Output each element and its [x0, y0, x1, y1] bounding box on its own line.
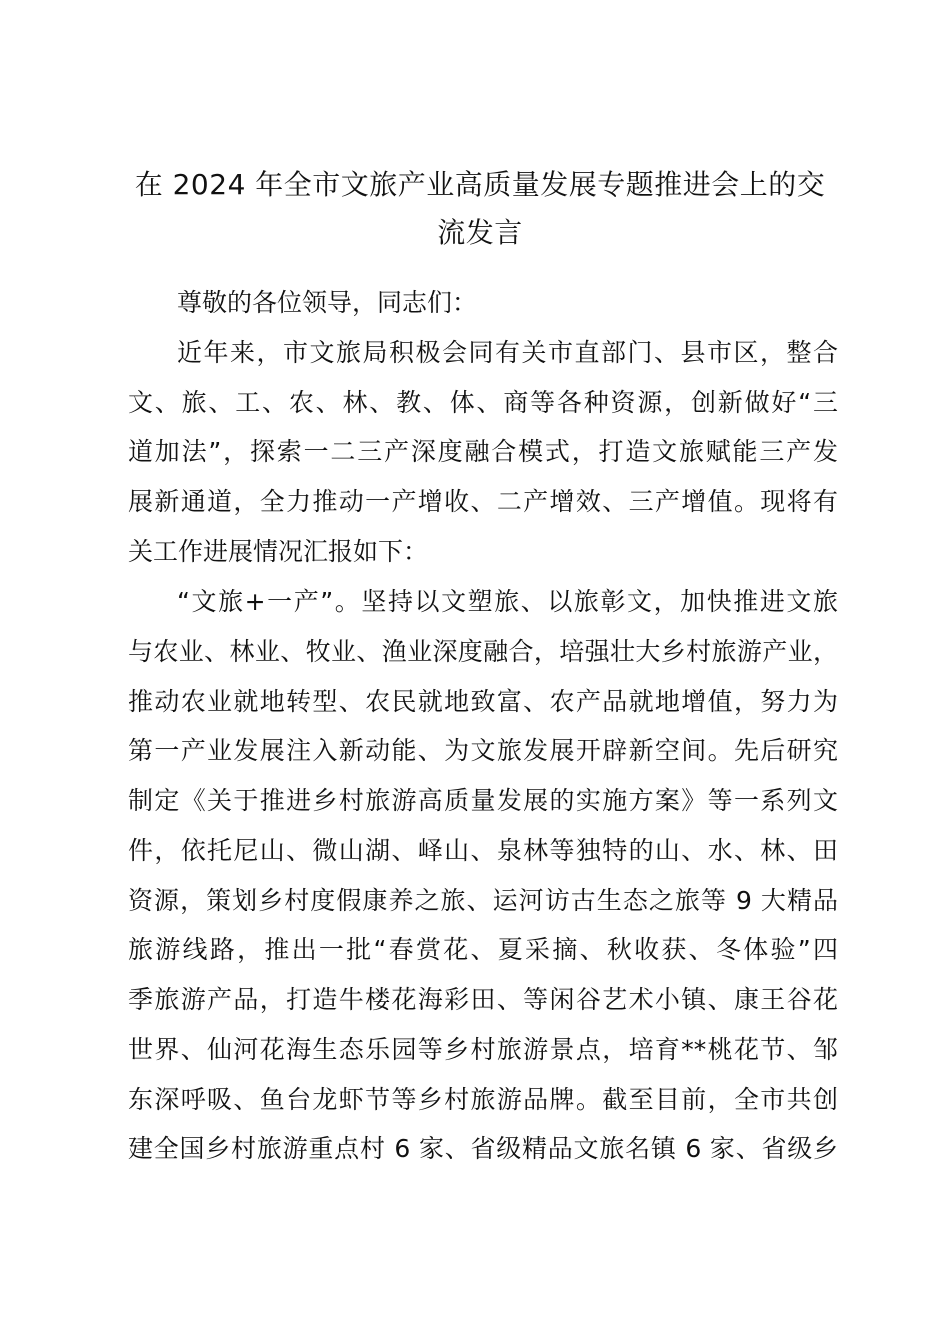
body-line: 旅游线路，推出一批“春赏花、夏采摘、秋收获、冬体验”四	[128, 935, 838, 964]
body-line: “文旅+一产”。坚持以文塑旅、以旅彰文，加快推进文旅	[177, 587, 838, 616]
title-line-1: 在 2024 年全市文旅产业高质量发展专题推进会上的交	[134, 168, 826, 201]
body-line: 建全国乡村旅游重点村 6 家、省级精品文旅名镇 6 家、省级乡	[128, 1134, 838, 1163]
body-line: 近年来，市文旅局积极会同有关市直部门、县市区，整合	[177, 338, 838, 367]
salutation: 尊敬的各位领导，同志们：	[177, 288, 478, 317]
body-line: 关工作进展情况汇报如下：	[128, 537, 429, 566]
body-line: 推动农业就地转型、农民就地致富、农产品就地增值，努力为	[128, 687, 838, 716]
title-line-2: 流发言	[437, 216, 523, 249]
body-line: 道加法”，探索一二三产深度融合模式，打造文旅赋能三产发	[128, 437, 838, 466]
body-line: 文、旅、工、农、林、教、体、商等各种资源，创新做好“三	[128, 388, 838, 417]
body-line: 季旅游产品，打造牛楼花海彩田、等闲谷艺术小镇、康王谷花	[128, 985, 838, 1014]
body-line: 与农业、林业、牧业、渔业深度融合，培强壮大乡村旅游产业，	[128, 637, 838, 666]
document-title	[110, 161, 850, 257]
body-line: 展新通道，全力推动一产增收、二产增效、三产增值。现将有	[128, 487, 838, 516]
body-line: 东深呼吸、鱼台龙虾节等乡村旅游品牌。截至目前，全市共创	[128, 1085, 838, 1114]
body-line: 资源，策划乡村度假康养之旅、运河访古生态之旅等 9 大精品	[128, 886, 838, 915]
body-line: 世界、仙河花海生态乐园等乡村旅游景点，培育**桃花节、邹	[128, 1035, 838, 1064]
body-line: 件，依托尼山、微山湖、峄山、泉林等独特的山、水、林、田	[128, 836, 838, 865]
body-line: 制定《关于推进乡村旅游高质量发展的实施方案》等一系列文	[128, 786, 838, 815]
body-line: 第一产业发展注入新动能、为文旅发展开辟新空间。先后研究	[128, 736, 838, 765]
